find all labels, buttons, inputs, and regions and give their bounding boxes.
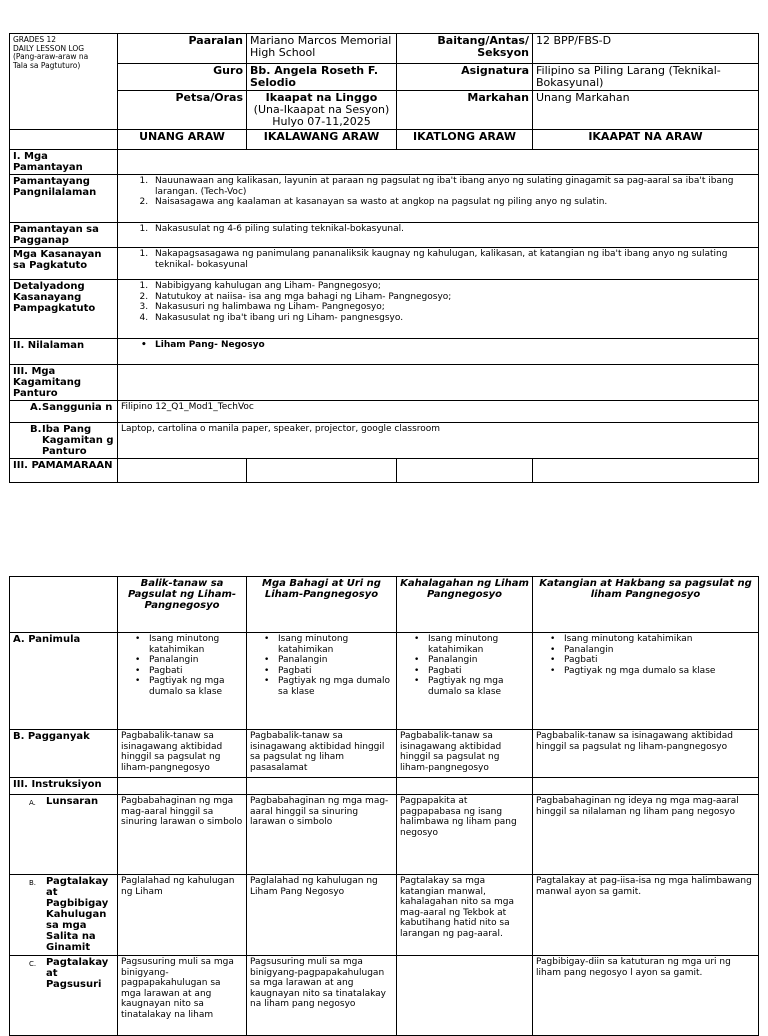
- paaralan-value: Mariano Marcos Memorial High School: [247, 34, 397, 64]
- pagtalakay-cell: Paglalahad ng kahulugan ng Liham Pang Negosyo: [247, 875, 397, 956]
- panimula-cell: [397, 633, 533, 730]
- pamamaraan-label: III. PAMAMARAAN: [10, 459, 118, 483]
- baitang-value: 12 BPP/FBS-D: [533, 34, 759, 64]
- list-item: • Panalangin: [564, 645, 755, 656]
- empty-cell: [10, 577, 118, 633]
- pagganyak-cell: Pagbabalik-tanaw sa isinagawang aktibidad hinggil sa pagsulat ng liham-pangnegosyo: [533, 730, 759, 778]
- log-title-line: GRADES 12: [13, 35, 57, 44]
- pagganap-label: Pamantayan sa Pagganap: [10, 223, 118, 248]
- list-item: 1. Nauunawaan ang kalikasan, layunin at paraan ng pagsulat ng iba't ibang anyo ng sulating ginagamit sa pag-aaral sa iba't ibang larangan. (Tech-Voc): [151, 176, 755, 197]
- kasanayan-label: Mga Kasanayan sa Pagkatuto: [10, 248, 118, 280]
- layunin-label: I. Mga Pamantayan: [10, 150, 118, 175]
- list-item: • Panalangin: [278, 655, 393, 666]
- pagtalakay-cell: Pagtalakay sa mga katangian manwal, kahalagahan nito sa mga mag-aaral ng Tekbok at kabutihang hatid nito sa larangan ng pag-aaral.: [397, 875, 533, 956]
- petsa-line: (Una-Ikaapat na Sesyon): [253, 103, 390, 116]
- panimula-cell: [118, 633, 247, 730]
- pagsusuri-cell: Pagsusuring muli sa mga binigyang-pagpapakahulugan sa mga larawan at ang kaugnayan nito sa tinatalakay na liham pang negosyo: [247, 956, 397, 1036]
- list-item: 1. Nabibigyang kahulugan ang Liham- Pangnegosyo;: [151, 281, 755, 292]
- log-title-line: (Pang-araw-araw na: [13, 52, 89, 61]
- sanggunian-text: Sanggunia n: [42, 402, 113, 413]
- pamamaraan-table: [9, 576, 759, 1036]
- empty-cell: [118, 459, 247, 483]
- empty-cell: [118, 150, 759, 175]
- pagganap-content: [118, 223, 759, 248]
- petsa-line: Hulyo 07-11,2025: [272, 115, 371, 128]
- empty-cell: [247, 778, 397, 795]
- pagsusuri-cell: Pagbibigay-diin sa katuturan ng mga uri ng liham pang negosyo l ayon sa gamit.: [533, 956, 759, 1036]
- kasanayan-content: [118, 248, 759, 280]
- pagsusuri-letter: C.: [29, 960, 37, 968]
- petsa-value: [247, 91, 397, 130]
- lunsaran-letter: A.: [29, 799, 36, 807]
- list-item: • Panalangin: [428, 655, 529, 666]
- list-item: 2. Natutukoy at naiisa- isa ang mga bahagi ng Liham- Pangnegosyo;: [151, 292, 755, 303]
- panimula-cell: [247, 633, 397, 730]
- pagtalakay-cell: Paglalahad ng kahulugan ng Liham: [118, 875, 247, 956]
- log-title-line: Tala sa Pagtuturo): [13, 60, 81, 70]
- pagtalakay-cell: Pagtalakay at pag-iisa-isa ng mga halimbawang manwal ayon sa gamit.: [533, 875, 759, 956]
- detalyadong-content: [118, 280, 759, 339]
- log-title: [10, 34, 118, 130]
- list-item: • Isang minutong katahimikan: [278, 634, 393, 655]
- lunsaran-cell: Pagbabahaginan ng mga mag-aaral hinggil sa sinuring larawan o simbolo: [118, 795, 247, 875]
- iba-text: Iba Pang Kagamitan g Panturo: [42, 424, 114, 457]
- iba-value: Laptop, cartolina o manila paper, speaker, projector, google classroom: [118, 423, 759, 459]
- list-item: • Pagtiyak ng mga dumalo sa klase: [428, 676, 529, 697]
- list-item: • Pagtiyak ng mga dumalo sa klase: [278, 676, 393, 697]
- iba-letter: B.: [30, 424, 42, 435]
- detalyadong-label: Detalyadong Kasanayang Pampagkatuto: [10, 280, 118, 339]
- list-item: • Isang minutong katahimikan: [149, 634, 243, 655]
- list-item: • Pagbati: [428, 666, 529, 677]
- list-item: 1. Nakasusulat ng 4-6 piling sulating teknikal-bokasyunal.: [151, 224, 755, 235]
- list-item: 2. Naisasagawa ang kaalaman at kasanayan sa wasto at angkop na pagsulat ng piling anyo ng sulatin.: [151, 197, 755, 208]
- panimula-label: A. Panimula: [10, 633, 118, 730]
- pagganyak-cell: Pagbabalik-tanaw sa isinagawang aktibidad hinggil sa pagsulat ng liham-pangnegosyo: [397, 730, 533, 778]
- pagganyak-label: B. Pagganyak: [10, 730, 118, 778]
- list-item: • Isang minutong katahimikan: [428, 634, 529, 655]
- empty-cell: [533, 778, 759, 795]
- lunsaran-cell: Pagbabahaginan ng mga mag-aaral hinggil sa sinuring larawan o simbolo: [247, 795, 397, 875]
- lunsaran-cell: Pagpapakita at pagpapabasa ng isang halimbawa ng liham pang negosyo: [397, 795, 533, 875]
- iba-label: [10, 423, 118, 459]
- empty-cell: [118, 365, 759, 401]
- pangnilalaman-content: [118, 175, 759, 223]
- list-item: • Pagbati: [149, 666, 243, 677]
- petsa-line: Ikaapat na Linggo: [265, 91, 378, 104]
- asignatura-value: Filipino sa Piling Larang (Teknikal-Bokasyunal): [533, 64, 759, 91]
- list-item: • Pagtiyak ng mga dumalo sa klase: [149, 676, 243, 697]
- column-title: Mga Bahagi at Uri ng Liham-Pangnegosyo: [247, 577, 397, 633]
- guro-value: Bb. Angela Roseth F. Selodio: [247, 64, 397, 91]
- pagsusuri-text: Pagtalakay at Pagsusuri: [46, 957, 109, 990]
- pagsusuri-cell: Pagsusuring muli sa mga binigyang-pagpapakahulugan sa mga larawan at ang kaugnayan nito sa tinatalakay na liham: [118, 956, 247, 1036]
- list-item: • Pagbati: [564, 655, 755, 666]
- guro-label: Guro: [118, 64, 247, 91]
- column-title: Kahalagahan ng Liham Pangnegosyo: [397, 577, 533, 633]
- pagtalakay-letter: B.: [29, 879, 37, 887]
- sanggunian-value: Filipino 12_Q1_Mod1_TechVoc: [118, 401, 759, 423]
- log-title-line: DAILY LESSON LOG: [13, 43, 85, 53]
- day-header: IKAAPAT NA ARAW: [533, 130, 759, 150]
- list-item: 4. Nakasusulat ng iba't ibang uri ng Liham- pangnesgsyo.: [151, 313, 755, 324]
- nilalaman-value: Liham Pang- Negosyo: [155, 340, 265, 350]
- list-item: • Panalangin: [149, 655, 243, 666]
- pagtalakay-text: Pagtalakay at Pagbibigay Kahulugan sa mga Salita na Ginamit: [46, 876, 109, 953]
- column-title: Katangian at Hakbang sa pagsulat ng liham Pangnegosyo: [533, 577, 759, 633]
- empty-cell: [533, 459, 759, 483]
- empty-cell: [247, 459, 397, 483]
- panimula-cell: [533, 633, 759, 730]
- column-title: Balik-tanaw sa Pagsulat ng Liham-Pangnegosyo: [118, 577, 247, 633]
- instruksiyon-label: III. Instruksiyon: [10, 778, 118, 795]
- lunsaran-label: [10, 795, 118, 875]
- nilalaman-label: II. Nilalaman: [10, 339, 118, 365]
- list-item: 3. Nakasusuri ng halimbawa ng Liham- Pangnegosyo;: [151, 302, 755, 313]
- paaralan-label: Paaralan: [118, 34, 247, 64]
- sanggunian-letter: A.: [30, 402, 42, 413]
- kagamitan-label: III. Mga Kagamitang Panturo: [10, 365, 118, 401]
- list-item: 1. Nakapagsasagawa ng panimulang pananaliksik kaugnay ng kahulugan, kalikasan, at katangian ng iba't ibang anyo ng sulating teknikal- bokasyunal: [151, 249, 755, 270]
- pagganyak-cell: Pagbabalik-tanaw sa isinagawang aktibidad hinggil sa pagsulat ng liham-pangnegosyo: [118, 730, 247, 778]
- pagtalakay-label: [10, 875, 118, 956]
- empty-cell: [397, 459, 533, 483]
- asignatura-label: Asignatura: [397, 64, 533, 91]
- daily-lesson-log-header-table: [9, 33, 759, 483]
- nilalaman-content: [118, 339, 759, 365]
- list-item: • Pagbati: [278, 666, 393, 677]
- baitang-label: Baitang/Antas/ Seksyon: [397, 34, 533, 64]
- markahan-label: Markahan: [397, 91, 533, 130]
- markahan-value: Unang Markahan: [533, 91, 759, 130]
- sanggunian-label: [10, 401, 118, 423]
- day-header: IKATLONG ARAW: [397, 130, 533, 150]
- pagganyak-cell: Pagbabalik-tanaw sa isinagawang aktibidad hinggil sa pagsulat ng liham pasasalamat: [247, 730, 397, 778]
- day-header: IKALAWANG ARAW: [247, 130, 397, 150]
- lunsaran-text: Lunsaran: [46, 796, 99, 807]
- day-header: UNANG ARAW: [118, 130, 247, 150]
- empty-cell: [118, 778, 247, 795]
- pangnilalaman-label: Pamantayang Pangnilalaman: [10, 175, 118, 223]
- list-item: • Isang minutong katahimikan: [564, 634, 755, 645]
- empty-cell: [10, 130, 118, 150]
- list-item: • Pagtiyak ng mga dumalo sa klase: [564, 666, 755, 677]
- petsa-label: Petsa/Oras: [118, 91, 247, 130]
- lunsaran-cell: Pagbabahaginan ng ideya ng mga mag-aaral hinggil sa nilalaman ng liham pang negosyo: [533, 795, 759, 875]
- empty-cell: [397, 778, 533, 795]
